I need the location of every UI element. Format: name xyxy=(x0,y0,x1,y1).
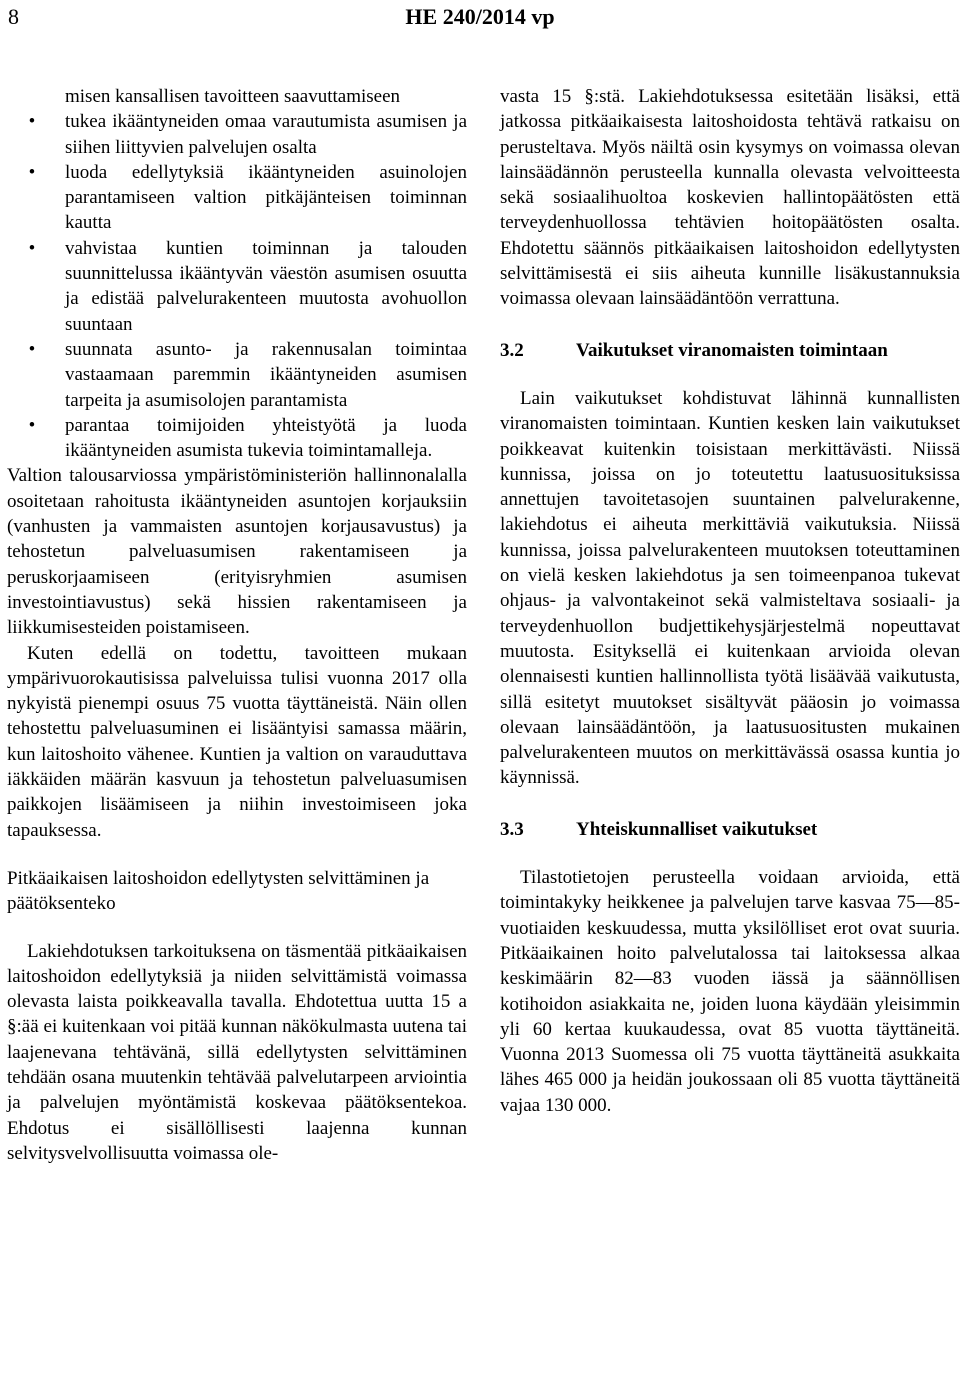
list-item: • suunnata asunto- ja rakennusalan toimintaa vastaamaan paremmin ikääntyneiden asumisen tarpeita ja asumisolojen parantamista xyxy=(28,338,467,411)
page-header xyxy=(0,0,960,40)
document-id: HE 240/2014 vp xyxy=(405,4,555,29)
bullet-icon: • xyxy=(28,161,36,183)
paragraph: Valtion talousarviossa ympäristöministeriön hallinnonalalla osoitetaan rahoitusta ikääntyneiden asuntojen korjauksiin (vanhusten ja vammaisten asuntojen korjausavustus) ja tehostetun palveluasumisen rakentamiseen ja peruskorjaamiseen (erityisryhmien asumisen investointiavustus) sekä hissien rakentamiseen ja liikkumisesteiden poistamiseen. xyxy=(7,465,467,639)
paragraph: Lakiehdotuksen tarkoituksena on täsmentää pitkäaikaisen laitoshoidon edellytyksiä ja niiden selvittämistä voimassa olevasta laista poikkeavalla tavalla. Ehdotettua uutta 15 a §:ää ei kuitenkaan voi pitää kunnan näkökulmasta uutena tai laajenevana tehtävänä, sillä edellytysten selvittäminen tehdään osana muutenkin tehtävää palvelutarpeen arviointia ja palvelujen myöntämistä koskevaa päätöksentekoa. Ehdotus ei sisällöllisesti laajenna kunnan selvitysvelvollisuutta voimassa ole- xyxy=(7,940,467,1164)
section-title: Yhteiskunnalliset vaikutukset xyxy=(576,818,818,840)
right-column xyxy=(500,84,960,1118)
section-heading xyxy=(500,338,960,363)
paragraph: Tilastotietojen perusteella voidaan arvioida, että toimintakyky heikkenee ja palvelujen tarve kasvaa 75—85-vuotiaiden keskuudessa, mutta yksilölliset erot ovat suuria. Pitkäaikainen hoito palvelutalossa tai laitoksessa alkaa keskimäärin 82—83 vuoden iässä ja säännöllisen kotihoidon asiakkaita ne, joiden luona käydään yleisimmin yli 60 kertaa kuukaudessa, ovat 85 vuotta täyttäneitä. Vuonna 2013 Suomessa oli 75 vuotta täyttäneitä asukkaita lähes 465 000 ja heidän joukossaan oli 85 vuotta täyttäneitä vajaa 130 000. xyxy=(500,867,960,1116)
left-column xyxy=(7,84,467,1166)
section-number: 3.3 xyxy=(500,818,524,840)
section-number: 3.2 xyxy=(500,339,524,361)
section-title: Vaikutukset viranomaisten toimintaan xyxy=(576,339,888,361)
list-item: • luoda edellytyksiä ikääntyneiden asuinolojen parantamiseen valtion pitkäjänteisen toiminnan kautta xyxy=(28,161,467,234)
objective-list xyxy=(7,109,467,463)
bullet-icon: • xyxy=(28,414,36,436)
paragraph: Kuten edellä on todettu, tavoitteen mukaan ympärivuorokautisissa palveluissa tulisi vuonna 2017 olla nykyistä pienempi osuus 75 vuotta täyttäneistä. Näin ollen tehostettu palveluasuminen ei lisääntyisi samassa määrin, kun laitoshoito vähenee. Kuntien ja valtion on varauduttava iäkkäiden määrän kasvuun ja tehostetun palveluasumisen paikkojen lisäämiseen ja niihin investoimiseen joka tapauksessa. xyxy=(7,642,467,841)
paragraph: Lain vaikutukset kohdistuvat lähinnä kunnallisten viranomaisten toimintaan. Kuntien kesken lain vaikutukset poikkeavat kuitenkin toisistaan merkittävästi. Niissä kunnissa, joissa on jo toteutettu laatusuosituksissa annettujen tavoitetasojen suuntainen palvelurakenne, lakiehdotus ei aiheuta merkittäviä vaikutuksia. Niissä kunnissa, joissa palvelurakenteen muutoksen toteuttaminen on vielä kesken lakiehdotus ja sen toimeenpanoa tukevat ohjaus- ja valvontakeinot sekä valmisteltava sosiaali- ja terveydenhuollon budjettikehysjärjestelmä nopeuttavat muutosta. Esityksellä ei kuitenkaan arvioida olevan olennaisesti kuntien hallinnollista työtä lisäävää vaikutusta, sillä esitetyt muutokset sisältyvät pääosin jo voimassa olevaan lainsäädäntöön, ja laatusuositusten mukainen palvelurakenteen muutos on merkittävässä osassa kuntia jo käynnissä. xyxy=(500,387,960,789)
list-item: • vahvistaa kuntien toiminnan ja talouden suunnittelussa ikääntyvän väestön asumisen osuutta ja edistää palvelurakenteen muutosta avohuollon suuntaan xyxy=(28,237,467,335)
list-item: • tukea ikääntyneiden omaa varautumista asumisen ja siihen liittyvien palvelujen osalta xyxy=(28,111,467,158)
section-heading xyxy=(500,817,960,842)
bullet-icon: • xyxy=(28,338,36,360)
list-item: • parantaa toimijoiden yhteistyötä ja luoda ikääntyneiden asumista tukevia toimintamalleja. xyxy=(28,414,467,462)
bullet-icon: • xyxy=(28,111,36,133)
page-number: 8 xyxy=(8,4,19,29)
bullet-continuation: misen kansallisen tavoitteen saavuttamiseen xyxy=(65,86,401,107)
paragraph: vasta 15 §:stä. Lakiehdotuksessa esitetään lisäksi, että jatkossa pitkäaikaisesta laitoshoidosta tehtävä ratkaisu on perusteltava. Myös näiltä osin kysymys on voimassa olevan lainsäädännön perusteella kunnalla olevasta velvoitteesta sekä sosiaalihuoltoa koskevien hallintopäätösten että terveydenhuollossa tehtävien hoitopäätösten osalta. Ehdotettu säännös pitkäaikaisen laitoshoidon edellytysten selvittämisestä ei siis aiheuta kunnille lisäkustannuksia voimassa olevaan lainsäädäntöön verrattuna. xyxy=(500,86,960,310)
subheading: Pitkäaikaisen laitoshoidon edellytysten selvittäminen ja päätöksenteko xyxy=(7,867,430,915)
bullet-icon: • xyxy=(28,237,36,259)
